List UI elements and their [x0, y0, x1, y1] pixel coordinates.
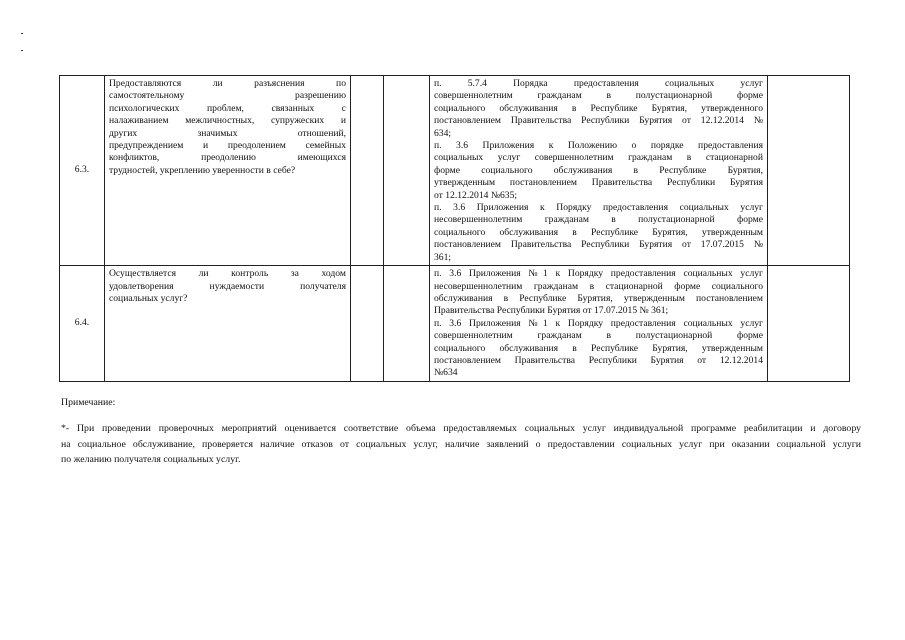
answer-no-cell[interactable]: [384, 76, 430, 266]
question-line: налаживанием межличностных, супружеских и: [109, 115, 346, 127]
question-line: конфликтов, преодолению имеющихся: [109, 152, 346, 164]
answer-yes-cell[interactable]: [351, 76, 384, 266]
reference-line: п. 5.7.4 Порядка предоставления социальных услуг: [434, 78, 763, 89]
reference-line: обслуживания в Республике Бурятия, утвержденным постановлением: [434, 292, 763, 304]
question-line: Предоставляются ли разъяснения по: [109, 78, 346, 89]
question-line: самостоятельному разрешению: [109, 90, 346, 102]
reference-line: совершеннолетним гражданам в полустационарной форме: [434, 90, 763, 102]
reference-line: постановлением Правительства Республики Бурятия от 17.07.2015 №: [434, 239, 763, 251]
reference-line: социальных услуг совершеннолетним гражданам в стационарной: [434, 152, 763, 164]
note-line: *- При проведении проверочных мероприятий оценивается соответствие объема предоставляемых социальных услуг индивидуальной программе реабилитации и договору: [61, 423, 861, 434]
note-line: на социальное обслуживание, проверяется наличие отказов от социальных услуг, наличие заявлений о предоставлении социальных услуг при оказании социальной услуги: [61, 438, 861, 450]
note-title: Примечание:: [61, 397, 116, 408]
reference-line: от 12.12.2014 №635;: [434, 189, 518, 201]
reference-cell: [430, 76, 768, 266]
question-line: психологических проблем, связанных с: [109, 102, 346, 114]
question-line: социальных услуг?: [109, 292, 188, 304]
reference-line: несовершеннолетним гражданам в полустационарной форме: [434, 214, 763, 226]
reference-line: п. 3.6 Приложения №1 к Порядку предоставления социальных услуг: [434, 268, 763, 280]
reference-line: 634;: [434, 127, 452, 139]
reference-line: Правительства Республики Бурятия от 17.07.2015 № 361;: [434, 305, 669, 317]
note-body: [61, 421, 861, 468]
scan-mark: [21, 33, 23, 34]
question-line: предупреждением и преодолением семейных: [109, 140, 346, 152]
reference-line: постановлением Правительства Республики Бурятия от 12.12.2014 №: [434, 115, 763, 127]
reference-line: социального обслуживания в Республике Бурятия, утвержденным: [434, 226, 763, 238]
note-line: по желанию получателя социальных услуг.: [61, 454, 241, 466]
question-cell: [105, 76, 351, 266]
answer-no-cell[interactable]: [384, 266, 430, 382]
reference-line: п. 3.6 Приложения к Порядку предоставления социальных услуг: [434, 202, 763, 214]
inspection-table: [59, 75, 850, 382]
question-line: трудностей, укреплению уверенности в себе?: [109, 164, 296, 176]
row-number: 6.4.: [60, 266, 105, 382]
question-line: других значимых отношений,: [109, 127, 346, 139]
reference-line: утвержденным постановлением Правительства Республики Бурятия: [434, 177, 763, 189]
reference-line: несовершеннолетним гражданам в стационарной форме социального: [434, 280, 763, 292]
reference-line: социального обслуживания в Республике Бурятия, утвержденным: [434, 342, 763, 354]
row-number: 6.3.: [60, 76, 105, 266]
reference-line: 361;: [434, 251, 452, 263]
reference-line: №634: [434, 367, 458, 379]
reference-line: п. 3.6 Приложения к Положению о порядке предоставления: [434, 140, 763, 152]
table-row: [60, 266, 850, 382]
answer-yes-cell[interactable]: [351, 266, 384, 382]
comment-cell[interactable]: [768, 266, 850, 382]
scan-mark: [21, 50, 23, 51]
reference-line: п. 3.6 Приложения №1 к Порядку предоставления социальных услуг: [434, 317, 763, 329]
reference-line: постановлением Правительства Республики Бурятия от 12.12.2014: [434, 354, 763, 366]
reference-line: форме социального обслуживания в Республике Бурятия,: [434, 164, 763, 176]
reference-line: совершеннолетним гражданам в полустационарной форме: [434, 330, 763, 342]
table-row: [60, 76, 850, 266]
question-cell: [105, 266, 351, 382]
reference-cell: [430, 266, 768, 382]
reference-line: социального обслуживания в Республике Бурятия, утвержденного: [434, 102, 763, 114]
comment-cell[interactable]: [768, 76, 850, 266]
question-line: Осуществляется ли контроль за ходом: [109, 268, 346, 280]
question-line: удовлетворения нуждаемости получателя: [109, 280, 346, 292]
